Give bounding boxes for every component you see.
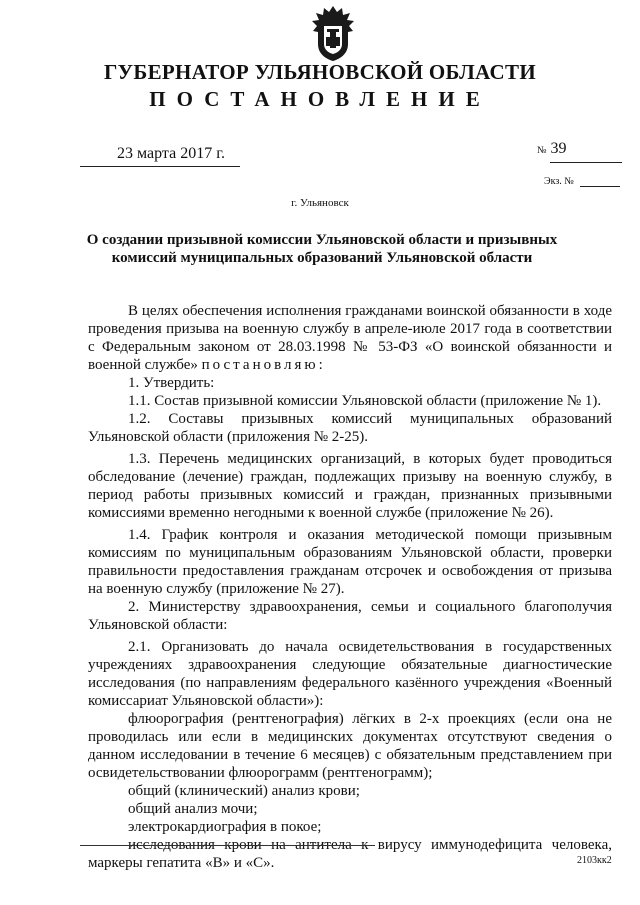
- city: г. Ульяновск: [291, 197, 349, 209]
- list-item: флюорография (рентгенография) лёгких в 2-х проекциях (если она не проводилась или если в медицинских документах отсутствуют сведения о данном исследовании в течение 6 месяцев) с обязательным представлением при освидетельствовании флюорограмм (рентгенограмм);: [88, 711, 612, 781]
- number-underline: [550, 162, 622, 163]
- list-item: исследования крови на антитела к вирусу иммунодефицита человека, маркеры гепатита «В» и «С».: [88, 837, 612, 871]
- list-item: общий анализ мочи;: [128, 801, 258, 817]
- clause-1-2: 1.2. Составы призывных комиссий муниципальных образований Ульяновской области (приложения № 2-25).: [88, 411, 612, 445]
- coat-of-arms-icon: [306, 4, 360, 62]
- preamble-verb: постановляю:: [201, 357, 326, 373]
- document-code: 2103кк2: [577, 855, 612, 866]
- clause-1: 1. Утвердить:: [128, 375, 215, 391]
- document-number: [537, 140, 567, 158]
- list-item: общий (клинический) анализ крови;: [128, 783, 360, 799]
- preamble-text: В целях обеспечения исполнения гражданами воинской обязанности в ходе проведения призыва на военную службу в апреле-июле 2017 года в соответствии с Федеральным законом от 28.03.1998 № 53-ФЗ «О воинской обязанности и военной службе»: [88, 303, 612, 373]
- document-title: О создании призывной комиссии Ульяновской области и призывных комиссий муниципальных образований Ульяновской области: [86, 232, 558, 266]
- footer-divider: [80, 845, 375, 846]
- date-underline: [80, 166, 240, 167]
- copy-number-label: Экз. №: [544, 176, 574, 187]
- document-body: [88, 302, 612, 872]
- preamble-paragraph: [88, 302, 612, 374]
- clause-1-1: 1.1. Состав призывной комиссии Ульяновской области (приложение № 1).: [128, 393, 602, 409]
- document-type: ПОСТАНОВЛЕНИЕ: [149, 87, 491, 111]
- copy-number-underline: [580, 186, 620, 187]
- clause-1-4: 1.4. График контроля и оказания методической помощи призывным комиссиям по муниципальным образованиям Ульяновской области, проверки правильности предоставления гражданам отсрочек и освобождения от призыва на военную службу (приложение № 27).: [88, 527, 612, 597]
- issuing-authority: ГУБЕРНАТОР УЛЬЯНОВСКОЙ ОБЛАСТИ: [104, 60, 536, 84]
- list-item: электрокардиография в покое;: [128, 819, 322, 835]
- clause-2-1: 2.1. Организовать до начала освидетельствования в государственных учреждениях здравоохранения следующие обязательные диагностические исследования (по направлениям федерального казённого учреждения «Военный комиссариат Ульяновской области»):: [88, 639, 612, 709]
- number-sign: №: [537, 145, 547, 156]
- number-value: 39: [550, 140, 567, 157]
- document-date: 23 марта 2017 г.: [117, 145, 225, 162]
- clause-2: 2. Министерству здравоохранения, семьи и социального благополучия Ульяновской области:: [88, 599, 612, 633]
- clause-1-3: 1.3. Перечень медицинских организаций, в которых будет проводиться обследование (лечение) граждан, подлежащих призыву на военную службу, в период работы призывных комиссий и граждан, признанных призывными комиссиями временно негодными к военной службе (приложение № 26).: [88, 451, 612, 521]
